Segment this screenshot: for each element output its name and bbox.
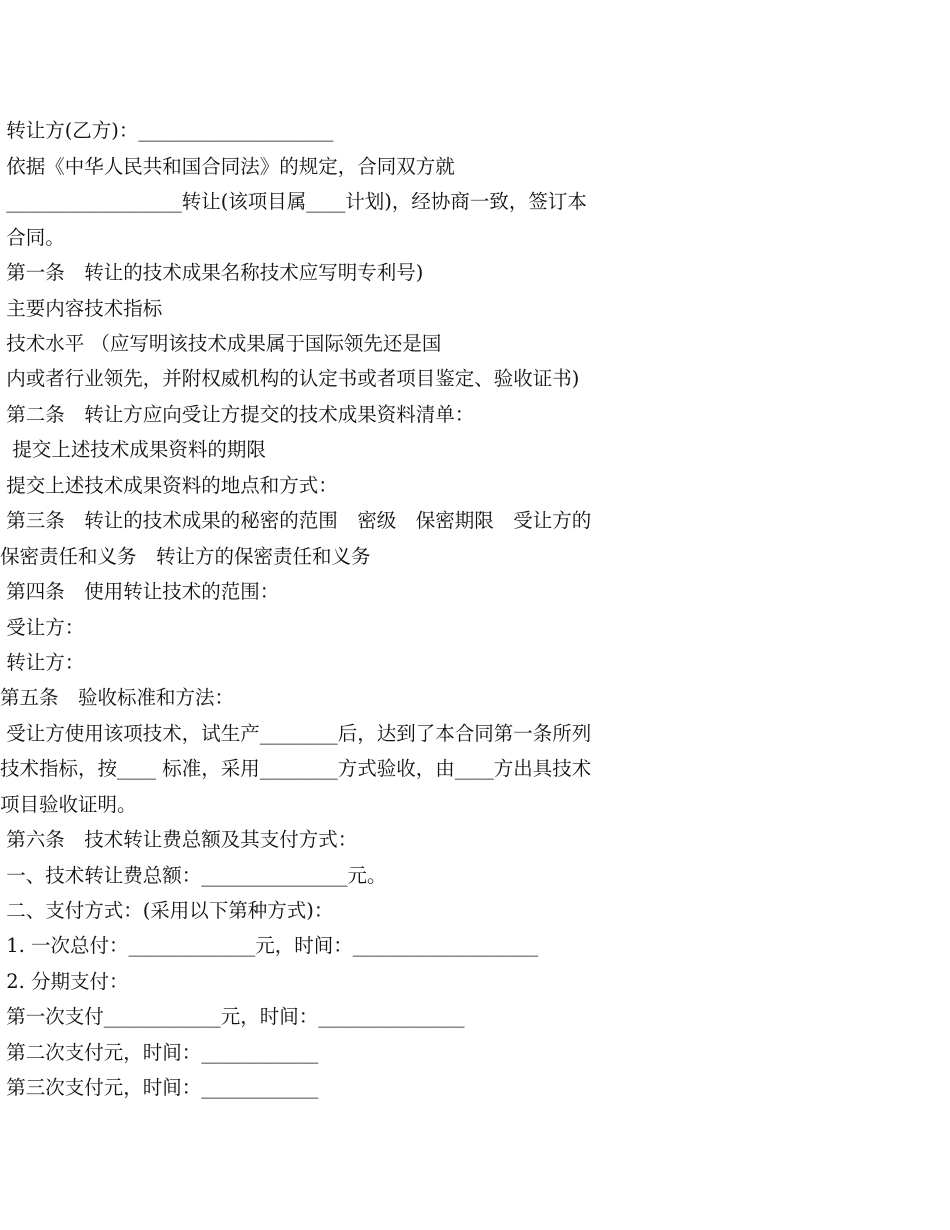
total-fee-line: 一、技术转让费总额：_______________元。	[0, 864, 387, 887]
article-5-heading: 第五条 验收标准和方法：	[0, 686, 235, 709]
transferor-line: 转让方：	[0, 651, 85, 674]
contract-law-basis-line: 依据《中华人民共和国合同法》的规定，合同双方就	[0, 155, 455, 178]
transferee-line: 受让方：	[0, 616, 85, 639]
article-3-heading: 第三条 转让的技术成果的秘密的范围 密级 保密期限 受让方的	[0, 509, 592, 532]
installment-line: 2. 分期支付：	[0, 970, 129, 993]
second-payment-line: 第二次支付元，时间：____________	[0, 1041, 319, 1064]
article-6-heading: 第六条 技术转让费总额及其支付方式：	[0, 828, 358, 851]
acceptance-line-1: 受让方使用该项技术，试生产________后，达到了本合同第一条所列	[0, 722, 592, 745]
submission-deadline-line: 提交上述技术成果资料的期限	[0, 438, 266, 461]
acceptance-line-2: 技术指标，按____ 标准，采用________方式验收，由____方出具技术	[0, 757, 592, 780]
acceptance-line-3: 项目验收证明。	[0, 793, 137, 816]
main-content-line: 主要内容技术指标	[0, 297, 163, 320]
lump-sum-line: 1. 一次总付：_____________元，时间：___________________	[0, 934, 539, 957]
article-1-heading: 第一条 转让的技术成果名称技术应写明专利号)	[0, 261, 424, 284]
first-payment-line: 第一次支付____________元，时间：_______________	[0, 1005, 465, 1028]
technical-level-line: 技术水平 （应写明该技术成果属于国际领先还是国	[0, 332, 442, 355]
contract-line: 合同。	[0, 226, 65, 249]
article-2-heading: 第二条 转让方应向受让方提交的技术成果资料清单：	[0, 403, 475, 426]
third-payment-line: 第三次支付元，时间：____________	[0, 1076, 319, 1099]
payment-method-line: 二、支付方式：(采用以下第种方式)：	[0, 899, 334, 922]
submission-place-line: 提交上述技术成果资料的地点和方式：	[0, 474, 338, 497]
project-transfer-line: __________________转让(该项目属____计划)，经协商一致，签订本	[0, 190, 587, 213]
technical-level-continued-line: 内或者行业领先，并附权威机构的认定书或者项目鉴定、验收证书)	[0, 367, 580, 390]
article-3-continued-line: 保密责任和义务 转让方的保密责任和义务	[0, 545, 371, 568]
transferor-party-b-line: 转让方(乙方)：____________________	[0, 119, 334, 142]
article-4-heading: 第四条 使用转让技术的范围：	[0, 580, 280, 603]
